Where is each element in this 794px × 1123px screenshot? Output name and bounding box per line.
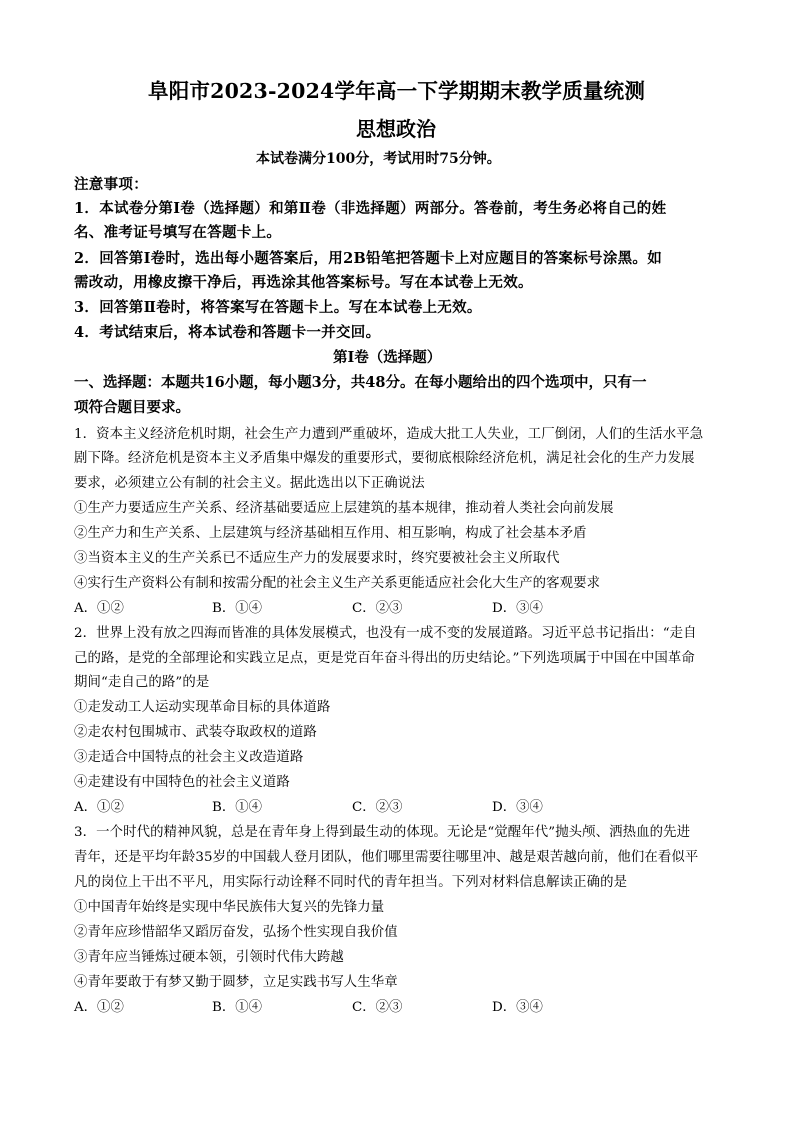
notice-heading: 注意事项： [74,176,148,193]
question-3-stem: 青年，还是平均年龄35岁的中国载人登月团队，他们哪里需要往哪里冲、越是艰苦越向前，他们在看似平 [74,850,699,865]
subject-title: 思想政治 [356,117,436,141]
question-1-item: ④实行生产资料公有制和按需分配的社会主义生产关系更能适应社会化大生产的客观要求 [74,576,601,591]
question-2-item: ④走建设有中国特色的社会主义道路 [74,775,290,790]
question-1-stem: 要求，必须建立公有制的社会主义。据此选出以下正确说法 [74,476,425,491]
question-3-stem: 3．一个时代的精神风貌，总是在青年身上得到最生动的体现。无论是“觉醒年代”抛头颅、洒热血的先进 [74,825,691,840]
question-3-stem: 凡的岗位上干出不平凡，用实际行动诠释不同时代的青年担当。下列对材料信息解读正确的是 [74,875,628,890]
question-2-item: ③走适合中国特点的社会主义改造道路 [74,750,304,765]
question-2-item: ②走农村包围城市、武装夺取政权的道路 [74,725,317,740]
notice-line: 需改动，用橡皮擦干净后，再选涂其他答案标号。写在本试卷上无效。 [74,274,533,291]
question-3-item: ④青年要敢于有梦又勤于圆梦，立足实践书写人生华章 [74,975,398,990]
question-2-option-b: B．①④ [212,800,263,815]
notice-line: 名、准考证号填写在答题卡上。 [74,224,282,241]
question-2-option-c: C．②③ [352,800,403,815]
question-3-item: ③青年应当锤炼过硬本领，引领时代伟大跨越 [74,950,344,965]
question-1-option-b: B．①④ [212,601,263,616]
question-2-option-d: D．③④ [492,800,543,815]
exam-meta: 本试卷满分100分，考试用时75分钟。 [256,151,501,167]
notice-line: 3．回答第Ⅱ卷时，将答案写在答题卡上。写在本试卷上无效。 [74,299,482,316]
section-instructions: 一、选择题：本题共16小题，每小题3分，共48分。在每小题给出的四个选项中，只有一 [74,374,647,391]
question-2-item: ①走发动工人运动实现革命目标的具体道路 [74,700,331,715]
question-3-item: ①中国青年始终是实现中华民族伟大复兴的先锋力量 [74,900,385,915]
question-2-stem: 己的路，是党的全部理论和实践立足点，更是党百年奋斗得出的历史结论。”下列选项属于中国在中国革命 [74,651,695,666]
question-2-option-a: A．①② [74,800,124,815]
question-2-stem: 2．世界上没有放之四海而皆准的具体发展模式，也没有一成不变的发展道路。习近平总书记指出：“走自 [74,626,697,641]
question-1-stem: 剧下降。经济危机是资本主义矛盾集中爆发的重要形式，要彻底根除经济危机，满足社会化的生产力发展 [74,451,695,466]
question-3-option-b: B．①④ [212,1000,263,1015]
question-1-item: ②生产力和生产关系、上层建筑与经济基础相互作用、相互影响，构成了社会基本矛盾 [74,526,587,541]
question-1-option-c: C．②③ [352,601,403,616]
part-heading: 第Ⅰ卷（选择题） [333,349,442,366]
notice-line: 2．回答第Ⅰ卷时，选出每小题答案后，用2B铅笔把答题卡上对应题目的答案标号涂黑。如 [74,250,663,267]
question-3-option-a: A．①② [74,1000,124,1015]
question-3-option-c: C．②③ [352,1000,403,1015]
question-1-option-d: D．③④ [492,601,543,616]
question-1-item: ①生产力要适应生产关系、经济基础要适应上层建筑的基本规律，推动着人类社会向前发展 [74,501,614,516]
question-3-option-d: D．③④ [492,1000,543,1015]
question-1-option-a: A．①② [74,601,124,616]
question-1-item: ③当资本主义的生产关系已不适应生产力的发展要求时，终究要被社会主义所取代 [74,551,560,566]
question-3-item: ②青年应珍惜韶华又蹈厉奋发，弘扬个性实现自我价值 [74,925,398,940]
question-1-stem: 1．资本主义经济危机时期，社会生产力遭到严重破坏，造成大批工人失业，工厂倒闭，人们的生活水平急 [74,427,704,442]
section-instructions: 项符合题目要求。 [74,399,190,416]
exam-title: 阜阳市2023-2024学年高一下学期期末教学质量统测 [148,79,646,103]
notice-line: 4．考试结束后，将本试卷和答题卡一并交回。 [74,324,381,341]
question-2-stem: 期间“走自己的路”的是 [74,675,210,690]
notice-line: 1．本试卷分第Ⅰ卷（选择题）和第Ⅱ卷（非选择题）两部分。答卷前，考生务必将自己的姓 [74,200,667,217]
